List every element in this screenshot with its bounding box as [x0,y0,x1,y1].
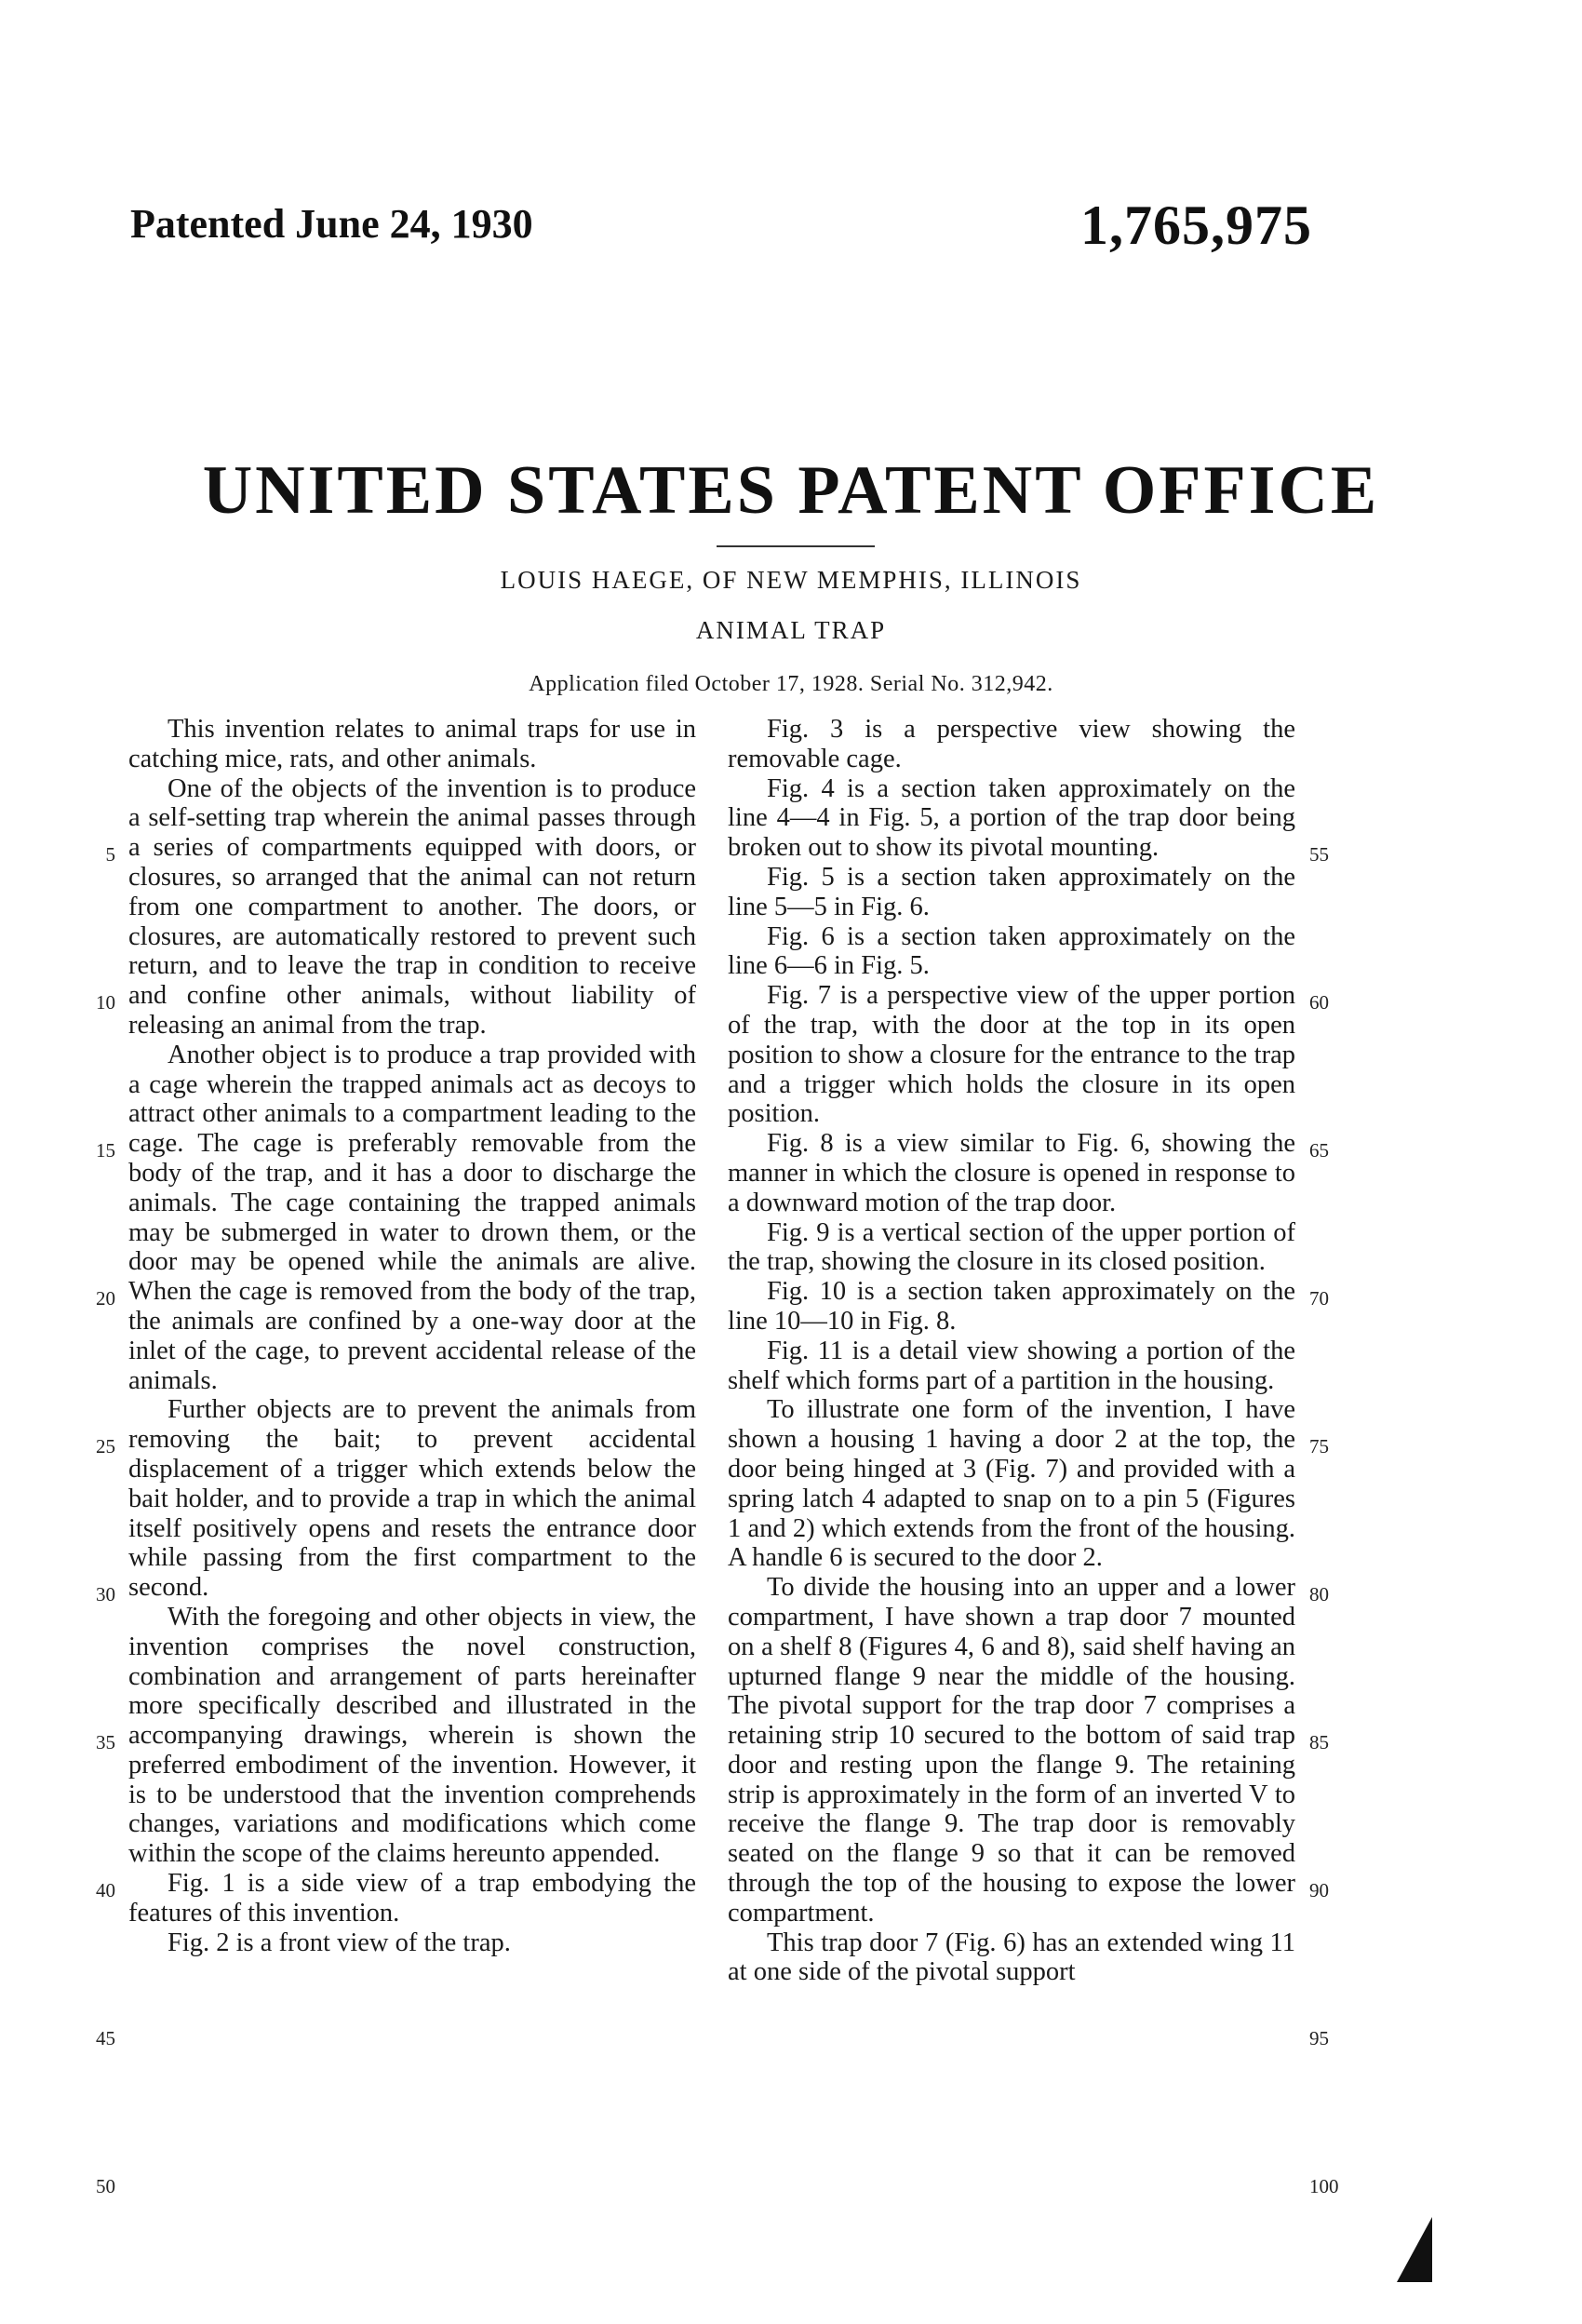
line-number: 25 [96,1435,115,1458]
line-number: 30 [96,1583,115,1605]
line-number: 80 [1309,1583,1329,1605]
line-number: 85 [1309,1731,1329,1753]
line-number: 45 [96,2027,115,2049]
paragraph: Fig. 5 is a section taken approximately on the line 5—5 in Fig. 6. [728,862,1295,921]
line-number: 60 [1309,991,1329,1014]
paragraph: Fig. 8 is a view similar to Fig. 6, showing the manner in which the closure is opened in response to a downward motion of the trap door. [728,1129,1295,1217]
paragraph: To divide the housing into an upper and a lower compartment, I have shown a trap door 7 mounted on a shelf 8 (Figures 4, 6 and 8), said shelf having an upturned flange 9 near the middle of the housing. The pivotal support for the trap door 7 comprises a retaining strip 10 secured to the bottom of said trap door and resting upon the flange 9. The retaining strip is approximately in the form of an inverted V to receive the flange 9. The trap door is removably seated on the flange 9 so that it can be removed through the top of the housing to expose the lower compartment. [728,1573,1295,1928]
paragraph: One of the objects of the invention is to produce a self-setting trap wherein the animal passes through a series of compartments equipped with doors, or closures, so arranged that the animal can not return from one compartment to another. The doors, or closures, are automatically restored to prevent such return, and to leave the trap in condition to receive and confine other animals, without liability of releasing an animal from the trap. [128,773,696,1040]
paragraph: Fig. 2 is a front view of the trap. [168,1928,511,1957]
paragraph: Fig. 6 is a section taken approximately on the line 6—6 in Fig. 5. [728,921,1295,981]
line-number: 5 [105,843,115,866]
patent-number: 1,765,975 [1080,195,1312,256]
paragraph: Fig. 9 is a vertical section of the upper portion of the trap, showing the closure in its closed position. [728,1217,1295,1277]
paragraph: Fig. 1 is a side view of a trap embodying the features of this invention. [128,1869,696,1928]
line-number: 55 [1309,843,1329,866]
patent-date: Patented June 24, 1930 [130,201,533,247]
inventor-line: LOUIS HAEGE, OF NEW MEMPHIS, ILLINOIS [500,566,1082,594]
right-column [728,715,1295,1987]
line-number: 100 [1309,2175,1339,2197]
line-number: 40 [96,1879,115,1901]
line-number: 50 [96,2175,115,2197]
line-number: 35 [96,1731,115,1753]
paragraph: This invention relates to animal traps for use in catching mice, rats, and other animals. [128,715,696,773]
paragraph: This trap door 7 (Fig. 6) has an extended wing 11 at one side of the pivotal support [728,1928,1295,1987]
heading-divider [717,545,875,547]
line-number: 75 [1309,1435,1329,1458]
paragraph: To illustrate one form of the invention, I have shown a housing 1 having a door 2 at the top, the door being hinged at 3 (Fig. 7) and provided with a spring latch 4 adapted to snap on to a pin 5 (Figures 1 and 2) which extends from the front of the housing. A handle 6 is secured to the door 2. [728,1395,1295,1573]
line-number: 90 [1309,1879,1329,1901]
paragraph: Fig. 10 is a section taken approximately on the line 10—10 in Fig. 8. [728,1277,1295,1336]
line-number: 70 [1309,1287,1329,1310]
left-column [128,715,696,1957]
line-number: 65 [1309,1139,1329,1162]
paragraph: Fig. 7 is a perspective view of the upper portion of the trap, with the door at the top in its open position to show a closure for the entrance to the trap and a trigger which holds the closure in its open position. [728,981,1295,1129]
line-number: 10 [96,991,115,1014]
paragraph: Fig. 4 is a section taken approximately on the line 4—4 in Fig. 5, a portion of the trap door being broken out to show its pivotal mounting. [728,773,1295,863]
page-corner-mark-icon [1391,2213,1438,2288]
application-line: Application filed October 17, 1928. Serial No. 312,942. [529,672,1053,696]
line-number: 95 [1309,2027,1329,2049]
office-heading: UNITED STATES PATENT OFFICE [202,452,1380,529]
paragraph: Fig. 3 is a perspective view showing the removable cage. [728,715,1295,773]
paragraph: With the foregoing and other objects in view, the invention comprises the novel construction, combination and arrangement of parts hereinafter more specifically described and illustrated in the accompanying drawings, wherein is shown the preferred embodiment of the invention. However, it is to be understood that the invention comprehends changes, variations and modifications which come within the scope of the claims hereunto appended. [128,1602,696,1869]
line-number: 20 [96,1287,115,1310]
paragraph: Further objects are to prevent the animals from removing the bait; to prevent accidental displacement of a trigger which extends below the bait holder, and to provide a trap in which the animal itself positively opens and resets the entrance door while passing from the first compartment to the second. [128,1395,696,1603]
line-number: 15 [96,1139,115,1162]
paragraph: Fig. 11 is a detail view showing a portion of the shelf which forms part of a partition in the housing. [728,1336,1295,1395]
paragraph: Another object is to produce a trap provided with a cage wherein the trapped animals act as decoys to attract other animals to a compartment leading to the cage. The cage is preferably removable from the body of the trap, and it has a door to discharge the animals. The cage containing the trapped animals may be submerged in water to drown them, or the door may be opened while the animals are alive. When the cage is removed from the body of the trap, the animals are confined by a one-way door at the inlet of the cage, to prevent accidental release of the animals. [128,1040,696,1395]
invention-title: ANIMAL TRAP [695,616,887,644]
